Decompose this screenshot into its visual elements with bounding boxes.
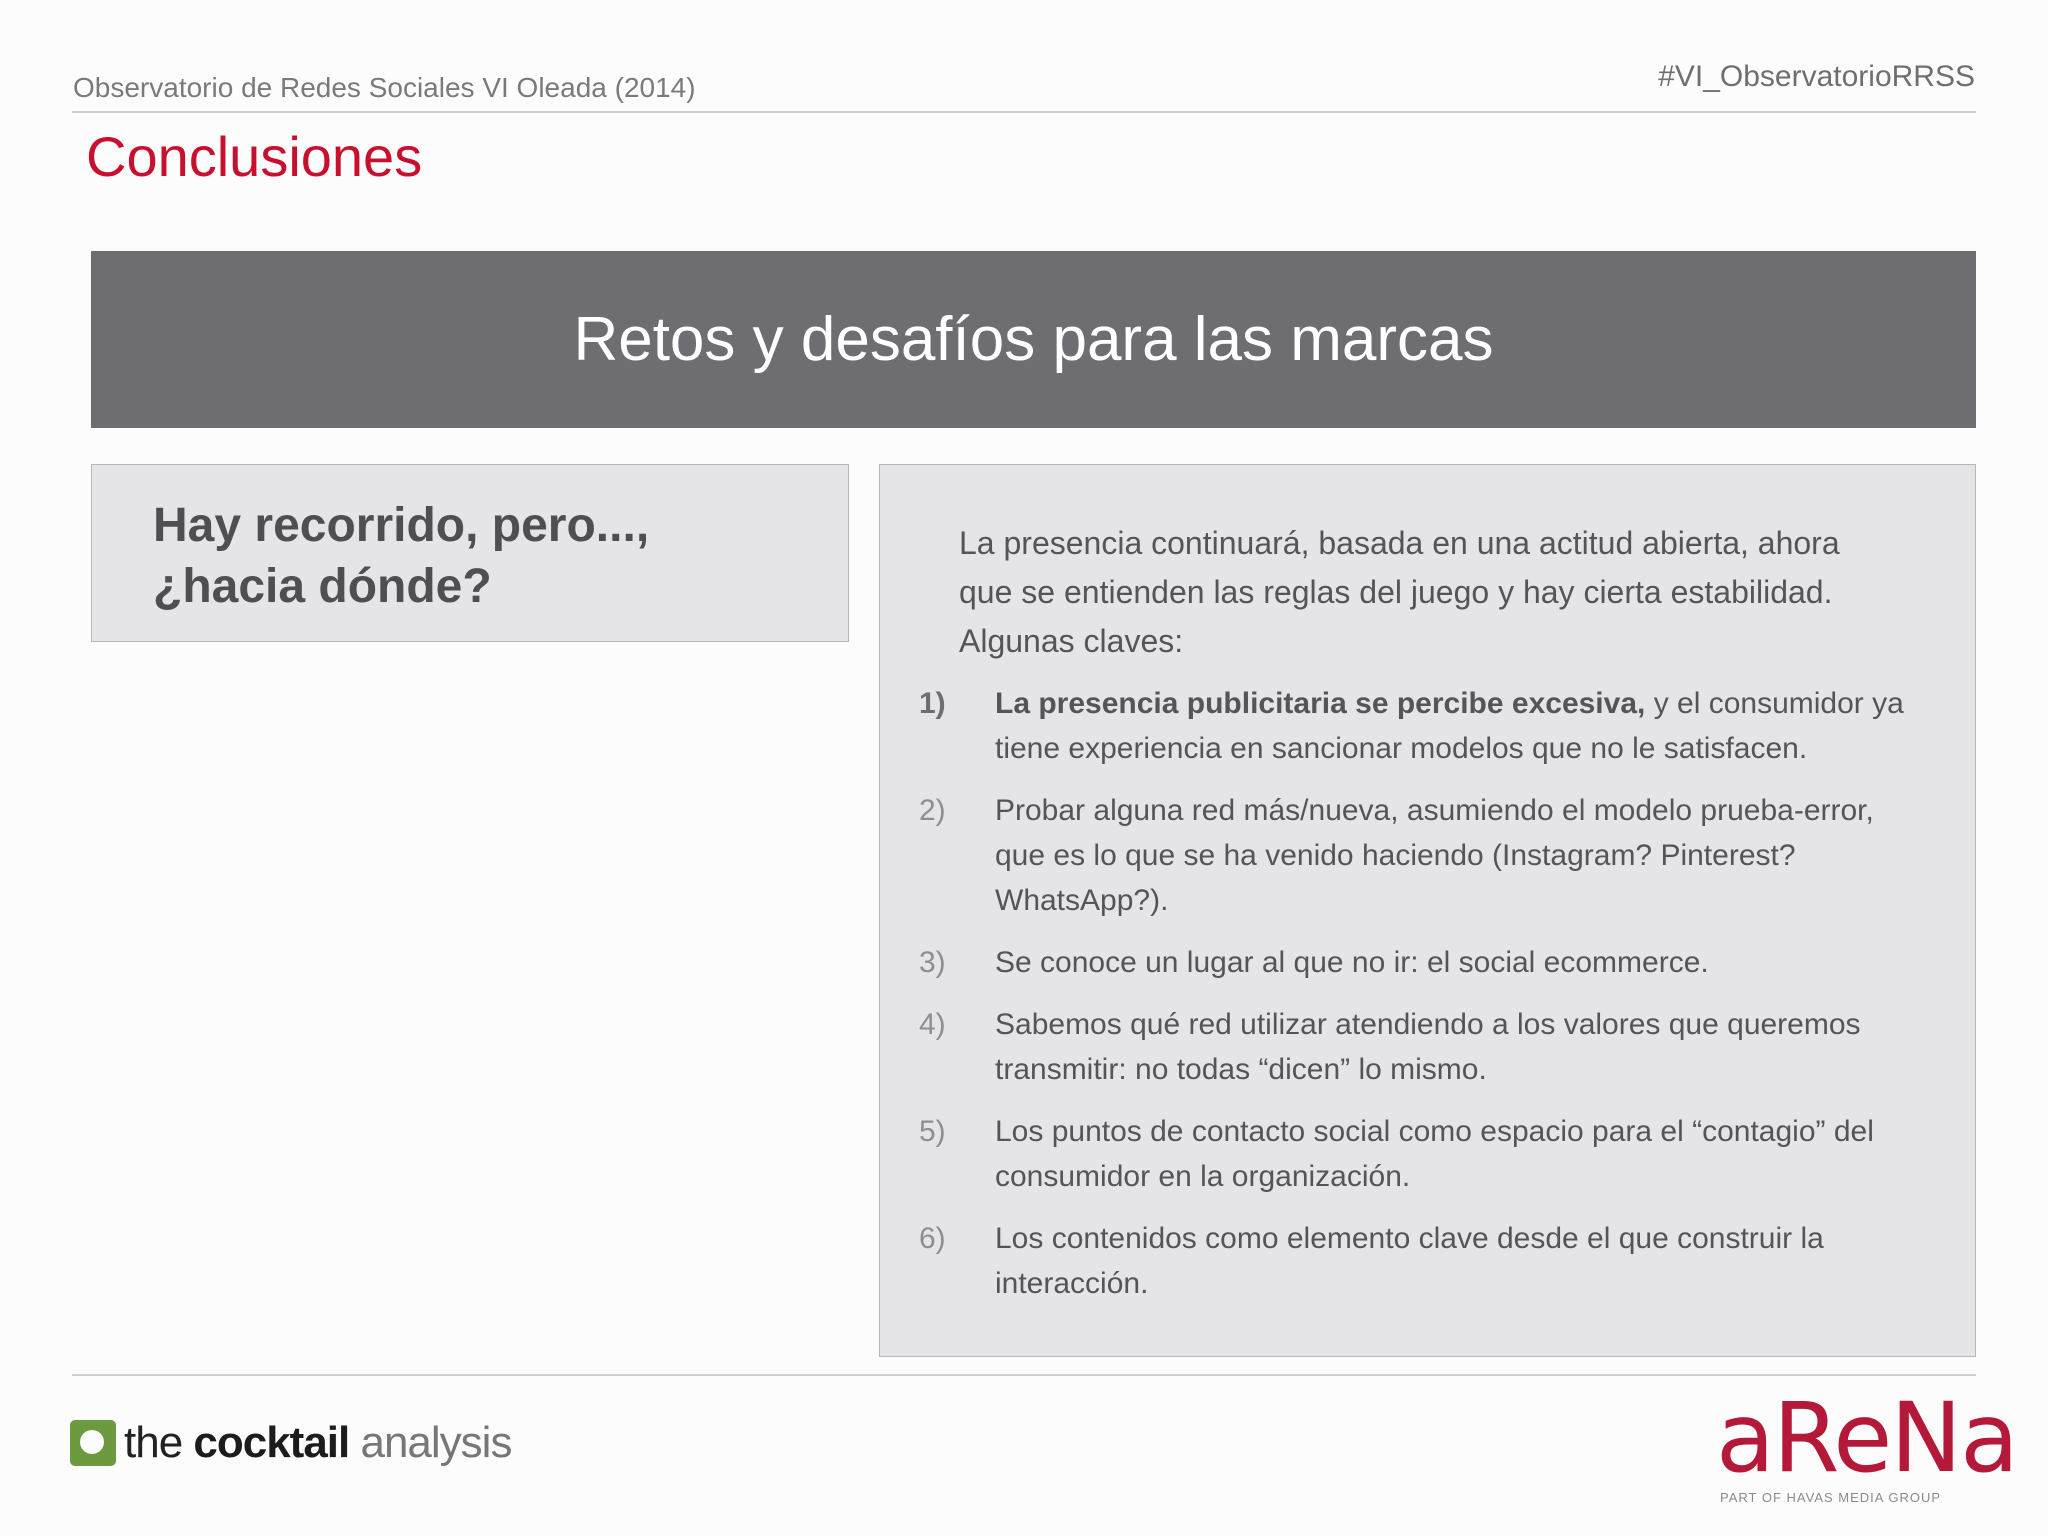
list-item [919,788,1969,923]
header-subtitle: Observatorio de Redes Sociales VI Oleada (2014) [73,72,696,103]
cocktail-logo-icon [70,1420,116,1466]
banner-title: Retos y desafíos para las marcas [573,305,1494,374]
arena-logo [1716,1382,2017,1505]
item-line: Probar alguna red más/nueva, asumiendo el modelo prueba-error, [995,794,1874,827]
question-box [91,464,849,642]
intro-line: que se entienden las reglas del juego y hay cierta estabilidad. [959,574,1833,610]
question-line: ¿hacia dónde? [153,560,492,613]
cocktail-logo-text [124,1418,511,1468]
item-bold-text: La presencia publicitaria se percibe excesiva, [995,687,1646,720]
item-line: transmitir: no todas “dicen” lo mismo. [995,1053,1487,1086]
item-number: 3) [919,946,946,979]
header-hashtag: #VI_ObservatorioRRSS [1658,60,1975,93]
logo-word-cocktail: cocktail [193,1418,350,1467]
cocktail-analysis-logo [70,1415,511,1471]
arena-logo-tagline: PART OF HAVAS MEDIA GROUP [1720,1490,1942,1505]
list-item [919,940,1969,985]
intro-line: Algunas claves: [959,623,1184,659]
item-number: 2) [919,794,946,827]
item-line: Sabemos qué red utilizar atendiendo a los valores que queremos [995,1008,1861,1041]
item-number: 4) [919,1008,946,1041]
question-line: Hay recorrido, pero..., [153,499,650,552]
top-divider [72,111,1976,113]
item-number: 5) [919,1115,946,1148]
slide-banner [91,251,1976,428]
logo-word-analysis: analysis [349,1418,512,1467]
item-line: interacción. [995,1267,1149,1300]
item-line: WhatsApp?). [995,884,1169,917]
logo-word-the: the [124,1418,194,1467]
conclusions-box [879,464,1976,1357]
item-number: 1) [919,687,946,720]
intro-paragraph [959,519,1949,666]
item-line: que es lo que se ha venido haciendo (Instagram? Pinterest? [995,839,1796,872]
item-line: Los puntos de contacto social como espacio para el “contagio” del [995,1115,1874,1148]
bottom-divider [72,1374,1976,1376]
list-item [919,1002,1969,1092]
intro-line: La presencia continuará, basada en una actitud abierta, ahora [959,525,1840,561]
item-line: consumidor en la organización. [995,1160,1411,1193]
key-points-list [919,681,1969,1323]
item-line: Se conoce un lugar al que no ir: el social ecommerce. [995,946,1709,979]
list-item [919,681,1969,771]
item-text: y el consumidor ya [1645,687,1904,720]
list-item [919,1109,1969,1199]
item-line: Los contenidos como elemento clave desde el que construir la [995,1222,1824,1255]
item-line [995,681,1969,726]
arena-logo-word: aReNa [1716,1382,2017,1494]
item-number: 6) [919,1222,946,1255]
list-item [919,1216,1969,1306]
section-title: Conclusiones [86,125,423,188]
item-line: tiene experiencia en sancionar modelos que no le satisfacen. [995,732,1808,765]
